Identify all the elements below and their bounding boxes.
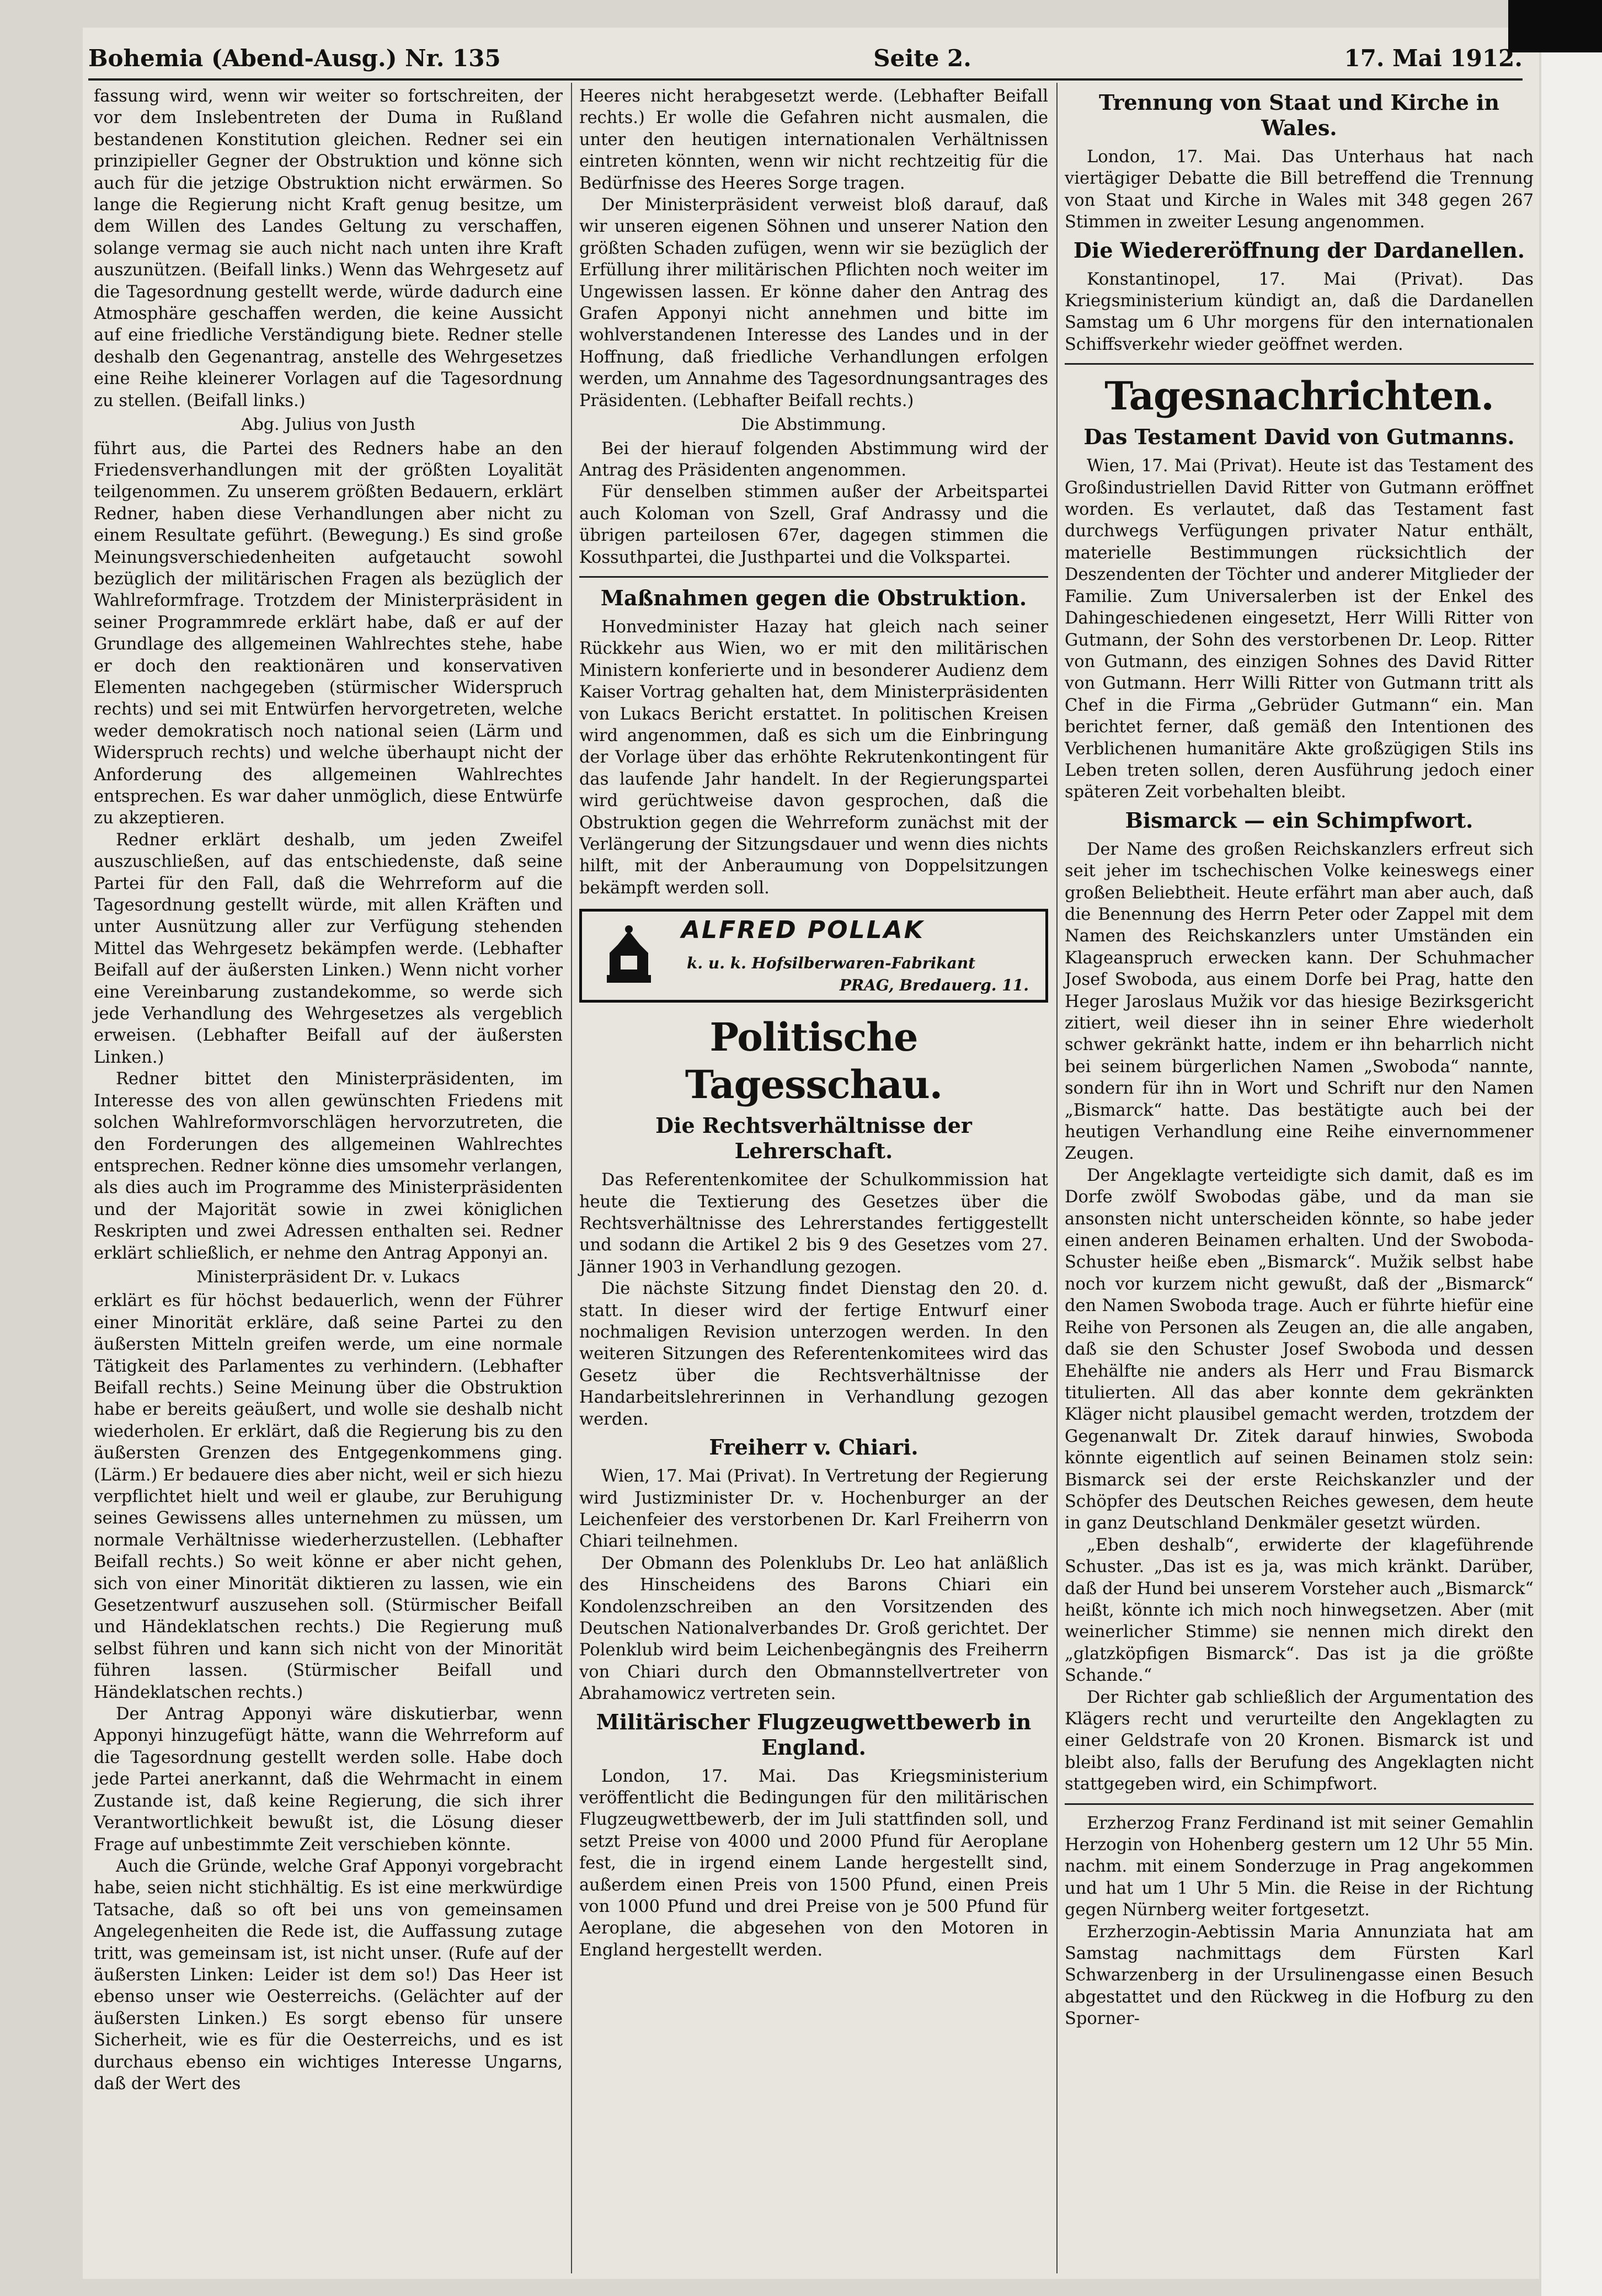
section-rule [1065, 363, 1534, 365]
article-headline: Das Testament David von Gutmanns. [1083, 424, 1515, 450]
article-paragraph: Wien, 17. Mai (Privat). Heute ist das Testament des Großindustriellen David Ritter von Gutmann eröffnet worden. Es verlautet, daß das Testament fast durchwegs Verfügungen privater Natur enthält, materielle Bestimmungen rücksichtlich der Deszendenten der Töchter und anderer Mitglieder der Familie. Zum Universalerben ist der Enkel des Dahingeschiedenen eingesetzt, Herr Willi Ritter von Gutmann, der Sohn des verstorbenen Dr. Leop. Ritter von Gutmann, des einzigen Sohnes des David Ritter von Gutmann. Herr Willi Ritter von Gutmann tritt als Chef in die Firma „Gebrüder Gutmann“ ein. Man berichtet ferner, daß gemäß den Intentionen des Verblichenen humanitäre Akte großzügigen Stils ins Leben treten sollen, deren Ausführung jedoch einer späteren Zeit vorbehalten bleibt. [1065, 456, 1534, 802]
article-paragraph: führt aus, die Partei des Redners habe an den Friedensverhandlungen mit der größten Loyalität teilgenommen. Zu unserem größten Bedauern, erklärt Redner, haben diese Verhandlungen aber nicht zu einem Resultate geführt. (Bewegung.) Es sind große Meinungsverschiedenheiten aufgetaucht sowohl bezüglich der militärischen Fragen als bezüglich der Wahlreformfrage. Trotzdem der Ministerpräsident in seiner Programmrede erklärt habe, daß er auf der Grundlage des allgemeinen Wahlrechtes stehe, habe er doch den reaktionären und konservativen Elementen nachgegeben (stürmischer Widerspruch rechts) und sei mit Entwürfen hervorgetreten, welche weder demokratisch noch national seien (Lärm und Widerspruch rechts) und welche überhaupt nicht der Anforderung des allgemeinen Wahlrechtes entsprechen. Es war daher unmöglich, diese Entwürfe zu akzeptieren. [94, 439, 563, 828]
article-paragraph: „Eben deshalb“, erwiderte der klageführende Schuster. „Das ist es ja, was mich kränkt. Darüber, daß der Hund bei unserem Vorsteher auch „Bismarck“ heißt, könnte ich mich noch hinwegsetzen. Aber (mit weinerlicher Stimme) sie nennen mich direkt den „glatzköpfigen Bismarck“. Das ist ja die größte Schande.“ [1065, 1535, 1534, 1686]
page-header [88, 39, 1523, 77]
article-headline: Die Rechtsverhältnisse der Lehrerschaft. [655, 1113, 972, 1164]
article-paragraph: erklärt es für höchst bedauerlich, wenn der Führer einer Minorität erkläre, daß seine Partei zu den äußersten Mitteln greifen werde, um eine normale Tätigkeit des Parlamentes zu verhindern. (Lebhafter Beifall rechts.) Seine Meinung über die Obstruktion habe er bereits geäußert, und wolle sie deshalb nicht wiederholen. Er erklärt, daß die Regierung bis zu den äußersten Grenzen des Entgegenkommens ging. (Lärm.) Er bedauere dies aber nicht, weil er sich hiezu verpflichtet hielt und weil er glaube, zur Beruhigung seines Gewissens alles unternehmen zu müssen, um normale Verhältnisse wiederherzustellen. (Lebhafter Beifall rechts.) So weit könne er aber nicht gehen, sich von einer Minorität diktieren zu lassen, wie ein Gesetzentwurf auszusehen soll. (Stürmischer Beifall und Händeklatschen rechts.) Die Regierung muß selbst führen und kann sich nicht von der Minorität führen lassen. (Stürmischer Beifall und Händeklatschen rechts.) [94, 1291, 563, 1702]
header-rule [88, 78, 1523, 81]
header-masthead: Bohemia (Abend-Ausg.) Nr. 135 [88, 44, 501, 72]
subheading: Die Abstimmung. [741, 415, 887, 435]
article-headline: Militärischer Flugzeugwettbewerb in England. [596, 1709, 1032, 1760]
column-divider [571, 83, 572, 2273]
scan-margin [1541, 0, 1602, 2296]
column-middle [579, 86, 1048, 1961]
speaker-name: Abg. Julius von Justh [241, 415, 415, 435]
article-paragraph: Die nächste Sitzung findet Dienstag den 20. d. statt. In dieser wird der fertige Entwurf einer nochmaligen Revision unterzogen werden. In den weiteren Sitzungen des Referentenkomitees wird das Gesetz über die Rechtsverhältnisse der Handarbeitslehrerinnen in Verhandlung gezogen werden. [579, 1279, 1048, 1429]
article-paragraph: Der Obmann des Polenklubs Dr. Leo hat anläßlich des Hinscheidens des Barons Chiari ein Kondolenzschreiben an den Vorsitzenden des Deutschen Nationalverbandes Dr. Groß gerichtet. Der Polenklub wird beim Leichenbegängnis des Freiherrn von Chiari durch den Obmannstellvertreter von Abrahamowicz vertreten sein. [579, 1553, 1048, 1704]
article-headline: Die Wiedereröffnung der Dardanellen. [1073, 237, 1525, 263]
crown-logo-icon [599, 923, 659, 989]
section-rule [1065, 1803, 1534, 1805]
header-date: 17. Mai 1912. [1344, 44, 1523, 72]
ad-company-description: k. u. k. Hofsilberwaren-Fabrikant [687, 954, 976, 973]
article-paragraph: Konstantinopel, 17. Mai (Privat). Das Kriegsministerium kündigt an, daß die Dardanellen Samstag um 6 Uhr morgens für den internationalen Schiffsverkehr wieder geöffnet werden. [1065, 269, 1534, 354]
article-paragraph: Der Angeklagte verteidigte sich damit, daß es im Dorfe zwölf Swobodas gäbe, und da man sie ansonsten nicht unterscheiden könnte, so habe jeder einen anderen Beinamen erhalten. Und der Swoboda-Schuster heiße eben „Bismarck“. Mužik selbst habe noch vor kurzem nicht gewußt, daß der „Bismarck“ den Namen Swoboda trage. Auch er führte hiefür eine Reihe von Personen als Zeugen an, die alle angaben, daß sie den Schuster Josef Swoboda und dessen Ehehälfte nie anders als Herr und Frau Bismarck titulierten. All das aber konnte dem gekränkten Kläger nicht plausibel gemacht werden, trotzdem der Gegenanwalt Dr. Zitek darauf hinwies, Swoboda könnte eigentlich auf seinen Beinamen stolz sein: Bismarck sei der erste Reichskanzler und der Schöpfer des Deutschen Reiches gewesen, dem heute in ganz Deutschland Denkmäler gesetzt würden. [1065, 1165, 1534, 1533]
article-paragraph: Für denselben stimmen außer der Arbeitspartei auch Koloman von Szell, Graf Andrassy und die übrigen parteilosen 67er, dagegen stimmen die Kossuthpartei, die Justhpartei und die Volkspartei. [579, 482, 1048, 567]
article-paragraph: Redner erklärt deshalb, um jeden Zweifel auszuschließen, auf das entschiedenste, daß seine Partei für den Fall, daß die Wehrreform auf die Tagesordnung gestellt würde, mit allen Kräften und unter Ausnützung aller zur Verfügung stehenden Mittel das Wehrgesetz bekämpfen werde. (Lebhafter Beifall auf der äußersten Linken.) Wenn nicht vorher eine Vereinbarung zustandekomme, so werde sich jede Verhandlung des Wehrgesetzes als vergeblich erweisen. (Lebhafter Beifall auf der äußersten Linken.) [94, 830, 563, 1067]
article-headline: Bismarck — ein Schimpfwort. [1125, 807, 1473, 833]
ad-company-name: ALFRED POLLAK [681, 916, 925, 945]
article-paragraph: Heeres nicht herabgesetzt werde. (Lebhafter Beifall rechts.) Er wolle die Gefahren nicht ausmalen, die unter den heutigen internationalen Verhältnissen eintreten könnten, wenn wir nicht rechtzeitig für die Bedürfnisse des Heeres Sorge tragen. [579, 87, 1048, 193]
header-page-number: Seite 2. [873, 44, 971, 72]
article-paragraph: Auch die Gründe, welche Graf Apponyi vorgebracht habe, seien nicht stichhältig. Es ist eine merkwürdige Tatsache, daß so oft bei uns von gemeinsamen Angelegenheiten die Rede ist, die Auffassung zutage tritt, was gemeinsam ist, ist nicht unser. (Rufe auf der äußersten Linken: Leider ist dem so!) Das Heer ist ebenso unser wie Oesterreichs. (Gelächter auf der äußersten Linken.) Es sorgt ebenso für unsere Sicherheit, wie es für die Oesterreichs, und es ist durchaus ebenso ein wichtiges Interesse Ungarns, daß der Wert des [94, 1856, 563, 2093]
article-paragraph: Bei der hierauf folgenden Abstimmung wird der Antrag des Präsidenten angenommen. [579, 439, 1048, 480]
article-headline: Trennung von Staat und Kirche in Wales. [1098, 90, 1500, 140]
speaker-name: Ministerpräsident Dr. v. Lukacs [196, 1267, 460, 1287]
article-paragraph: Der Richter gab schließlich der Argumentation des Klägers recht und verurteilte den Angeklagten zu einer Geldstrafe von 20 Kronen. Bismarck ist und bleibt also, falls der Berufung des Angeklagten nicht stattgegeben wird, ein Schimpfwort. [1065, 1687, 1534, 1794]
article-paragraph: Wien, 17. Mai (Privat). In Vertretung der Regierung wird Justizminister Dr. v. Hochenburger an der Leichenfeier des verstorbenen Dr. Karl Freiherrn von Chiari teilnehmen. [579, 1467, 1048, 1552]
article-paragraph: Der Ministerpräsident verweist bloß darauf, daß wir unseren eigenen Söhnen und unserer Nation den größten Schaden zufügen, wenn wir sie bezüglich der Erfüllung ihrer militärischen Pflichten noch weiter im Ungewissen lassen. Er könne daher den Antrag des Grafen Apponyi nicht annehmen und bitte im wohlverstandenen Interesse des Landes und in der Hoffnung, daß friedliche Verhandlungen erfolgen werden, um Annahme des Tagesordnungsantrages des Präsidenten. (Lebhafter Beifall rechts.) [579, 195, 1048, 411]
article-paragraph: London, 17. Mai. Das Kriegsministerium veröffentlicht die Bedingungen für den militärischen Flugzeugwettbewerb, der im Juli stattfinden soll, und setzt Preise von 4000 und 2000 Pfund für Aeroplane fest, die in irgend einem Lande hergestellt sind, außerdem einen Preis von 1500 Pfund, einen Preis von 1000 Pfund und drei Preise von je 500 Pfund für Aeroplane, die abgesehen von den Motoren in England hergestellt werden. [579, 1766, 1048, 1960]
section-rule [579, 576, 1048, 578]
article-paragraph: Redner bittet den Ministerpräsidenten, im Interesse des von allen gewünschten Friedens mit solchen Wahlreformvorschlägen hervorzutreten, die den Forderungen des allgemeinen Wahlrechtes entsprechen. Redner könne dies umsomehr verlangen, als dies auch im Programme des Ministerpräsidenten und der Majorität sowie in zwei königlichen Reskripten und zwei Adressen enthalten sei. Redner erklärt schließlich, er nehme den Antrag Apponyi an. [94, 1069, 563, 1263]
article-paragraph: London, 17. Mai. Das Unterhaus hat nach viertägiger Debatte die Bill betreffend die Trennung von Staat und Kirche in Wales mit 348 gegen 267 Stimmen in zweiter Lesung angenommen. [1065, 147, 1534, 232]
article-paragraph: Der Name des großen Reichskanzlers erfreut sich seit jeher im tschechischen Volke keineswegs einer großen Beliebtheit. Heute erfährt man aber auch, daß die Benennung des Herrn Peter oder Zappel mit dem Namen des Reichskanzlers unter Umständen ein Klageanspruch erwecken kann. Der Schuhmacher Josef Swoboda, aus einem Dorfe bei Prag, hatte den Heger Jaroslaus Mužik vor das hiesige Bezirksgericht zitiert, weil dieser ihn in seiner Ehre wiederholt schwer gekränkt hatte, indem er ihn beharrlich nicht bei seinem bürgerlichen Namen „Swoboda“ nannte, sondern für ihn in Wort und Schrift nur den Namen „Bismarck“ hatte. Das bestätigte auch bei der heutigen Verhandlung eine Reihe einvernommener Zeugen. [1065, 839, 1534, 1164]
article-headline: Maßnahmen gegen die Obstruktion. [600, 585, 1027, 610]
column-left [94, 86, 563, 2095]
column-divider [1056, 83, 1058, 2273]
ad-company-address: PRAG, Bredauerg. 11. [839, 976, 1029, 995]
article-paragraph: Erzherzog Franz Ferdinand ist mit seiner Gemahlin Herzogin von Hohenberg gestern um 12 Uhr 55 Min. nachm. mit einem Sonderzuge in Prag angekommen und hat um 1 Uhr 5 Min. die Reise in der Richtung gegen Nürnberg weiter fortgesetzt. [1065, 1813, 1534, 1920]
section-title: Tagesnachrichten. [1104, 373, 1494, 419]
article-paragraph: Das Referentenkomitee der Schulkommission hat heute die Textierung des Gesetzes über die Rechtsverhältnisse des Lehrerstandes fertiggestellt und sodann die Artikel 2 bis 9 des Gesetzes vom 27. Jänner 1903 in Verhandlung gezogen. [579, 1170, 1048, 1277]
article-paragraph: Der Antrag Apponyi wäre diskutierbar, wenn Apponyi hinzugefügt hätte, wann die Wehrreform auf die Tagesordnung gestellt werden solle. Habe doch jede Partei anerkannt, daß die Wehrmacht in einem Zustande ist, daß keine Regierung, die sich ihrer Verantwortlichkeit bewußt ist, die Lösung dieser Frage auf unbestimmte Zeit verschieben könnte. [94, 1704, 563, 1855]
article-paragraph: Honvedminister Hazay hat gleich nach seiner Rückkehr aus Wien, wo er mit den militärischen Ministern konferierte und in besonderer Audienz dem Kaiser Vortrag gehalten hat, dem Ministerpräsidenten von Lukacs Bericht erstattet. In politischen Kreisen wird angenommen, daß es sich um die Einbringung der Vorlage über das erhöhte Rekrutenkontingent für das laufende Jahr handelt. In der Regierungspartei wird gerüchtweise davon gesprochen, daß die Obstruktion gegen die Wehrreform zunächst mit der Verlängerung der Sitzungsdauer und wenn dies nichts hilft, mit der Anberaumung von Doppelsitzungen bekämpft werden soll. [579, 617, 1048, 898]
article-paragraph: fassung wird, wenn wir weiter so fortschreiten, der vor dem Inslebentreten der Duma in Rußland bestandenen Konstitution gleichen. Redner sei ein prinzipieller Gegner der Obstruktion und könne sich auch für die jetzige Obstruktion nicht erwärmen. So lange die Regierung nicht Kraft genug besitze, um dem Willen des Landes Geltung zu verschaffen, solange vermag sie auch nicht nach unten ihre Kraft auszunützen. (Beifall links.) Wenn das Wehrgesetz auf die Tagesordnung gestellt werde, würde dadurch eine Atmosphäre geschaffen werden, die keine Aussicht auf eine friedliche Verständigung biete. Redner stelle deshalb den Gegenantrag, anstelle des Wehrgesetzes eine Reihe kleinerer Vorlagen auf die Tagesordnung zu stellen. (Beifall links.) [94, 87, 563, 411]
article-paragraph: Erzherzogin-Aebtissin Maria Annunziata hat am Samstag nachmittags dem Fürsten Karl Schwarzenberg in der Ursulinengasse einen Besuch abgestattet und den Rückweg in die Hofburg zu den Sporner- [1065, 1922, 1534, 2029]
article-headline: Freiherr v. Chiari. [709, 1435, 919, 1460]
advertisement [579, 909, 1048, 1003]
section-title: Politische Tagesschau. [685, 1014, 943, 1108]
column-right [1065, 86, 1534, 2030]
